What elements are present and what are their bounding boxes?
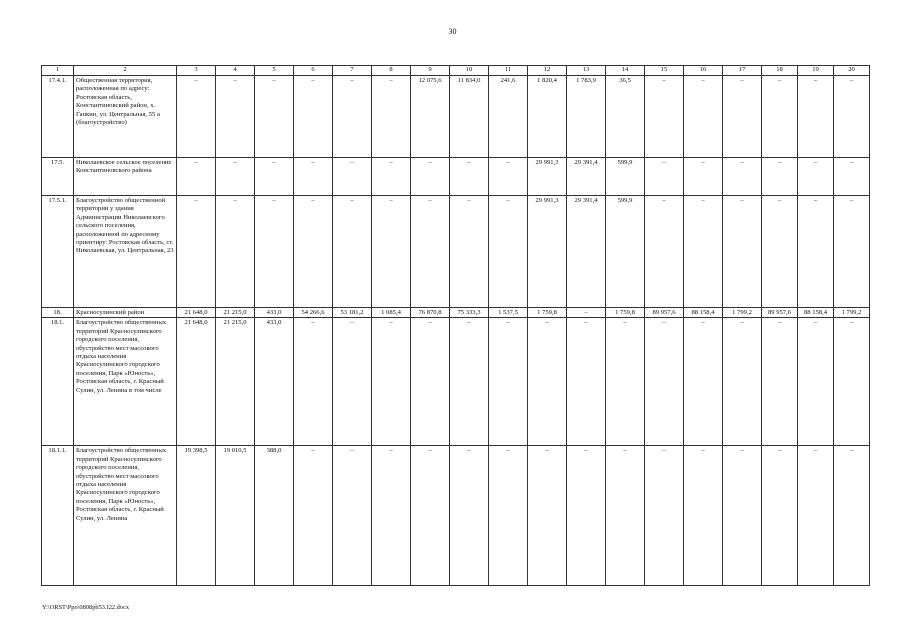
value-cell-col-18: –: [762, 158, 798, 196]
value-cell-col-15: –: [645, 76, 684, 158]
value-cell-col-9: –: [411, 446, 450, 586]
value-cell-col-16: –: [684, 196, 723, 308]
value-cell-col-14: 1 759,8: [606, 308, 645, 318]
value-cell-col-6: –: [294, 158, 333, 196]
value-cell-col-18: –: [762, 76, 798, 158]
value-cell-col-13: 29 391,4: [567, 158, 606, 196]
value-cell-col-13: –: [567, 446, 606, 586]
value-cell-col-20: 1 799,2: [834, 308, 870, 318]
value-cell-col-14: 599,9: [606, 158, 645, 196]
column-number-7: 7: [333, 66, 372, 76]
value-cell-col-3: –: [177, 76, 216, 158]
value-cell-col-19: 88 158,4: [798, 308, 834, 318]
value-cell-col-4: 21 215,0: [216, 318, 255, 446]
value-cell-col-17: –: [723, 196, 762, 308]
value-cell-col-15: –: [645, 196, 684, 308]
value-cell-col-8: 1 085,4: [372, 308, 411, 318]
value-cell-col-9: –: [411, 158, 450, 196]
value-cell-col-20: –: [834, 318, 870, 446]
value-cell-col-5: –: [255, 76, 294, 158]
value-cell-col-12: –: [528, 446, 567, 586]
value-cell-col-4: 19 010,5: [216, 446, 255, 586]
value-cell-col-6: 54 266,6: [294, 308, 333, 318]
value-cell-col-7: 53 181,2: [333, 308, 372, 318]
value-cell-col-9: –: [411, 318, 450, 446]
value-cell-col-7: –: [333, 446, 372, 586]
column-number-13: 13: [567, 66, 606, 76]
column-number-4: 4: [216, 66, 255, 76]
value-cell-col-11: –: [489, 196, 528, 308]
value-cell-col-10: –: [450, 446, 489, 586]
row-name: Красносулинский район: [74, 308, 177, 318]
value-cell-col-8: –: [372, 158, 411, 196]
column-number-20: 20: [834, 66, 870, 76]
value-cell-col-6: –: [294, 76, 333, 158]
value-cell-col-20: –: [834, 76, 870, 158]
budget-table: [41, 65, 870, 586]
value-cell-col-20: –: [834, 196, 870, 308]
value-cell-col-11: –: [489, 318, 528, 446]
value-cell-col-10: 75 333,3: [450, 308, 489, 318]
table-row: [42, 158, 870, 196]
value-cell-col-14: 599,9: [606, 196, 645, 308]
column-number-3: 3: [177, 66, 216, 76]
value-cell-col-18: 89 957,6: [762, 308, 798, 318]
column-number-10: 10: [450, 66, 489, 76]
value-cell-col-12: 29 991,3: [528, 158, 567, 196]
row-code: 17.4.1.: [42, 76, 74, 158]
value-cell-col-13: –: [567, 308, 606, 318]
value-cell-col-9: –: [411, 196, 450, 308]
value-cell-col-8: –: [372, 196, 411, 308]
value-cell-col-19: –: [798, 158, 834, 196]
value-cell-col-8: –: [372, 318, 411, 446]
value-cell-col-13: 29 391,4: [567, 196, 606, 308]
value-cell-col-15: –: [645, 158, 684, 196]
value-cell-col-16: –: [684, 76, 723, 158]
value-cell-col-7: –: [333, 318, 372, 446]
column-number-14: 14: [606, 66, 645, 76]
value-cell-col-13: –: [567, 318, 606, 446]
value-cell-col-20: –: [834, 446, 870, 586]
column-number-11: 11: [489, 66, 528, 76]
column-number-12: 12: [528, 66, 567, 76]
column-number-5: 5: [255, 66, 294, 76]
value-cell-col-19: –: [798, 318, 834, 446]
value-cell-col-11: –: [489, 158, 528, 196]
value-cell-col-9: 76 870,8: [411, 308, 450, 318]
column-number-header-row: [42, 66, 870, 76]
value-cell-col-17: –: [723, 318, 762, 446]
value-cell-col-15: 89 957,6: [645, 308, 684, 318]
value-cell-col-17: –: [723, 446, 762, 586]
value-cell-col-10: 11 834,0: [450, 76, 489, 158]
value-cell-col-17: –: [723, 158, 762, 196]
value-cell-col-15: –: [645, 318, 684, 446]
row-code: 18.1.1.: [42, 446, 74, 586]
value-cell-col-7: –: [333, 76, 372, 158]
value-cell-col-10: –: [450, 158, 489, 196]
value-cell-col-18: –: [762, 446, 798, 586]
value-cell-col-8: –: [372, 76, 411, 158]
value-cell-col-10: –: [450, 196, 489, 308]
value-cell-col-18: –: [762, 196, 798, 308]
value-cell-col-11: 241,6: [489, 76, 528, 158]
column-number-18: 18: [762, 66, 798, 76]
value-cell-col-16: –: [684, 158, 723, 196]
row-name: Николаевское сельское поселение Константиновского района: [74, 158, 177, 196]
table-row: [42, 308, 870, 318]
value-cell-col-19: –: [798, 196, 834, 308]
value-cell-col-5: 433,0: [255, 318, 294, 446]
table-row: [42, 318, 870, 446]
column-number-15: 15: [645, 66, 684, 76]
value-cell-col-11: –: [489, 446, 528, 586]
value-cell-col-18: –: [762, 318, 798, 446]
column-number-16: 16: [684, 66, 723, 76]
value-cell-col-15: –: [645, 446, 684, 586]
table-row: [42, 76, 870, 158]
value-cell-col-11: 1 537,5: [489, 308, 528, 318]
row-name: Благоустройство общественных территорий Красносулинского городского поселения, обустройство мест массового отдыха населения Красносулинского городского поселения, Парк «Юность», Ростовская область, г. Красный Сулин, ул. Ленина в том числе: [74, 318, 177, 446]
value-cell-col-4: –: [216, 158, 255, 196]
value-cell-col-10: –: [450, 318, 489, 446]
column-number-2: 2: [74, 66, 177, 76]
value-cell-col-17: –: [723, 76, 762, 158]
value-cell-col-16: 88 158,4: [684, 308, 723, 318]
value-cell-col-7: –: [333, 158, 372, 196]
value-cell-col-13: 1 783,9: [567, 76, 606, 158]
file-path: Y:\ORST\Ppo\0808pb53.f22.docx: [42, 604, 130, 611]
table-row: [42, 446, 870, 586]
value-cell-col-14: –: [606, 446, 645, 586]
value-cell-col-12: –: [528, 318, 567, 446]
value-cell-col-17: 1 799,2: [723, 308, 762, 318]
column-number-1: 1: [42, 66, 74, 76]
value-cell-col-5: 388,0: [255, 446, 294, 586]
value-cell-col-5: 433,0: [255, 308, 294, 318]
column-number-19: 19: [798, 66, 834, 76]
column-number-6: 6: [294, 66, 333, 76]
row-name: Общественная территория, расположенная по адресу: Ростовская область, Константиновский район, х. Гапкин, ул. Центральная, 55 а (благоустройство): [74, 76, 177, 158]
value-cell-col-12: 1 820,4: [528, 76, 567, 158]
value-cell-col-14: 36,5: [606, 76, 645, 158]
column-number-17: 17: [723, 66, 762, 76]
value-cell-col-6: –: [294, 318, 333, 446]
value-cell-col-19: –: [798, 446, 834, 586]
value-cell-col-20: –: [834, 158, 870, 196]
row-code: 18.1.: [42, 318, 74, 446]
value-cell-col-3: –: [177, 196, 216, 308]
value-cell-col-3: 21 648,0: [177, 308, 216, 318]
value-cell-col-4: –: [216, 76, 255, 158]
value-cell-col-4: 21 215,0: [216, 308, 255, 318]
value-cell-col-9: 12 075,6: [411, 76, 450, 158]
value-cell-col-5: –: [255, 196, 294, 308]
row-name: Благоустройство общественной территории у здания Администрации Николаевского сельского поселения, расположенной по адресному ориентиру: Ростовская область, ст. Николаевская, ул. Центральная, 23: [74, 196, 177, 308]
column-number-8: 8: [372, 66, 411, 76]
table-row: [42, 196, 870, 308]
value-cell-col-16: –: [684, 318, 723, 446]
value-cell-col-3: –: [177, 158, 216, 196]
row-code: 18.: [42, 308, 74, 318]
value-cell-col-7: –: [333, 196, 372, 308]
value-cell-col-3: 19 398,5: [177, 446, 216, 586]
value-cell-col-16: –: [684, 446, 723, 586]
value-cell-col-3: 21 648,0: [177, 318, 216, 446]
value-cell-col-6: –: [294, 196, 333, 308]
value-cell-col-19: –: [798, 76, 834, 158]
column-number-9: 9: [411, 66, 450, 76]
row-name: Благоустройство общественных территорий Красносулинского городского поселения, обустройство мест массового отдыха населения Красносулинского городского поселения, Парк «Юность», Ростовская область, г. Красный Сулин, ул. Ленина: [74, 446, 177, 586]
row-code: 17.5.: [42, 158, 74, 196]
page-number: 30: [448, 27, 457, 36]
value-cell-col-12: 29 991,3: [528, 196, 567, 308]
row-code: 17.5.1.: [42, 196, 74, 308]
value-cell-col-12: 1 759,8: [528, 308, 567, 318]
value-cell-col-6: –: [294, 446, 333, 586]
value-cell-col-5: –: [255, 158, 294, 196]
value-cell-col-14: –: [606, 318, 645, 446]
value-cell-col-4: –: [216, 196, 255, 308]
value-cell-col-8: –: [372, 446, 411, 586]
